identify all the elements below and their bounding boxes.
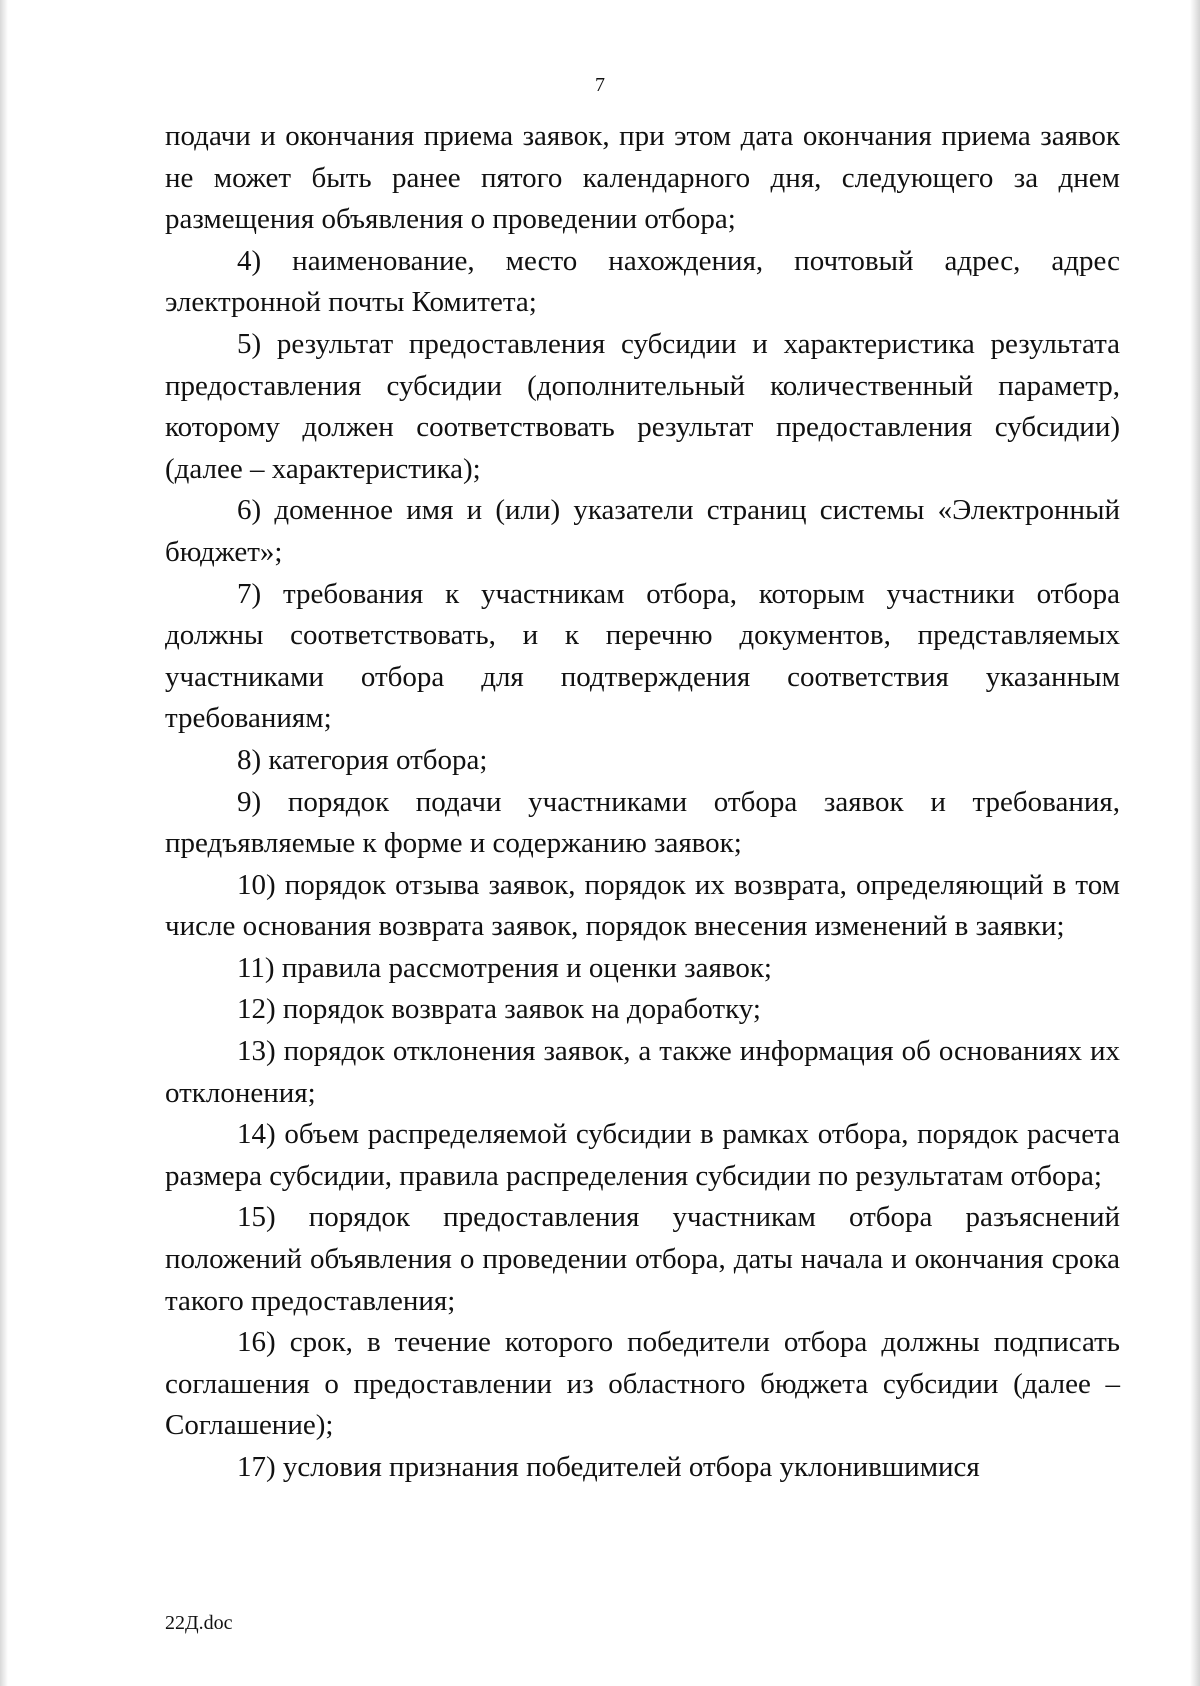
- paragraph-item-9: 9) порядок подачи участниками отбора заявок и требования, предъявляемые к форме и содержанию заявок;: [165, 785, 1120, 860]
- paragraph-item-11: 11) правила рассмотрения и оценки заявок;: [237, 951, 772, 984]
- paragraph-item-5: 5) результат предоставления субсидии и характеристика результата предоставления субсидии (дополнительный количественный параметр, которому должен соответствовать результат предоставления субсидии) (далее – характеристика);: [165, 327, 1120, 485]
- paragraph-item-10: 10) порядок отзыва заявок, порядок их возврата, определяющий в том числе основания возврата заявок, порядок внесения изменений в заявки;: [165, 868, 1120, 943]
- paragraph-item-14: 14) объем распределяемой субсидии в рамках отбора, порядок расчета размера субсидии, правила распределения субсидии по результатам отбора;: [165, 1118, 1120, 1192]
- scan-edge-left: [0, 0, 8, 1686]
- document-body: [165, 116, 1120, 1489]
- page-number: 7: [595, 74, 605, 96]
- scan-edge-right: [1190, 0, 1200, 1686]
- paragraph-item-12: 12) порядок возврата заявок на доработку;: [237, 993, 761, 1026]
- paragraph-item-8: 8) категория отбора;: [237, 743, 488, 776]
- footer-filename: 22Д.doc: [165, 1612, 233, 1634]
- paragraph-item-4: 4) наименование, место нахождения, почтовый адрес, адрес электронной почты Комитета;: [165, 244, 1120, 319]
- paragraph-item-17: 17) условия признания победителей отбора уклонившимися: [237, 1451, 980, 1483]
- paragraph-item-7: 7) требования к участникам отбора, которым участники отбора должны соответствовать, и к перечню документов, представляемых участниками отбора для подтверждения соответствия указанным требованиям;: [165, 577, 1120, 735]
- paragraph-item-6: 6) доменное имя и (или) указатели страниц системы «Электронный бюджет»;: [165, 494, 1120, 568]
- paragraph-item-16: 16) срок, в течение которого победители отбора должны подписать соглашения о предоставлении из областного бюджета субсидии (далее – Соглашение);: [165, 1326, 1120, 1442]
- paragraph-item-13: 13) порядок отклонения заявок, а также информация об основаниях их отклонения;: [165, 1035, 1120, 1109]
- paragraph-item-15: 15) порядок предоставления участникам отбора разъяснений положений объявления о проведении отбора, даты начала и окончания срока такого предоставления;: [165, 1201, 1120, 1317]
- paragraph-continuation: подачи и окончания приема заявок, при этом дата окончания приема заявок не может быть ранее пятого календарного дня, следующего за днем размещения объявления о проведении отбора;: [165, 120, 1120, 236]
